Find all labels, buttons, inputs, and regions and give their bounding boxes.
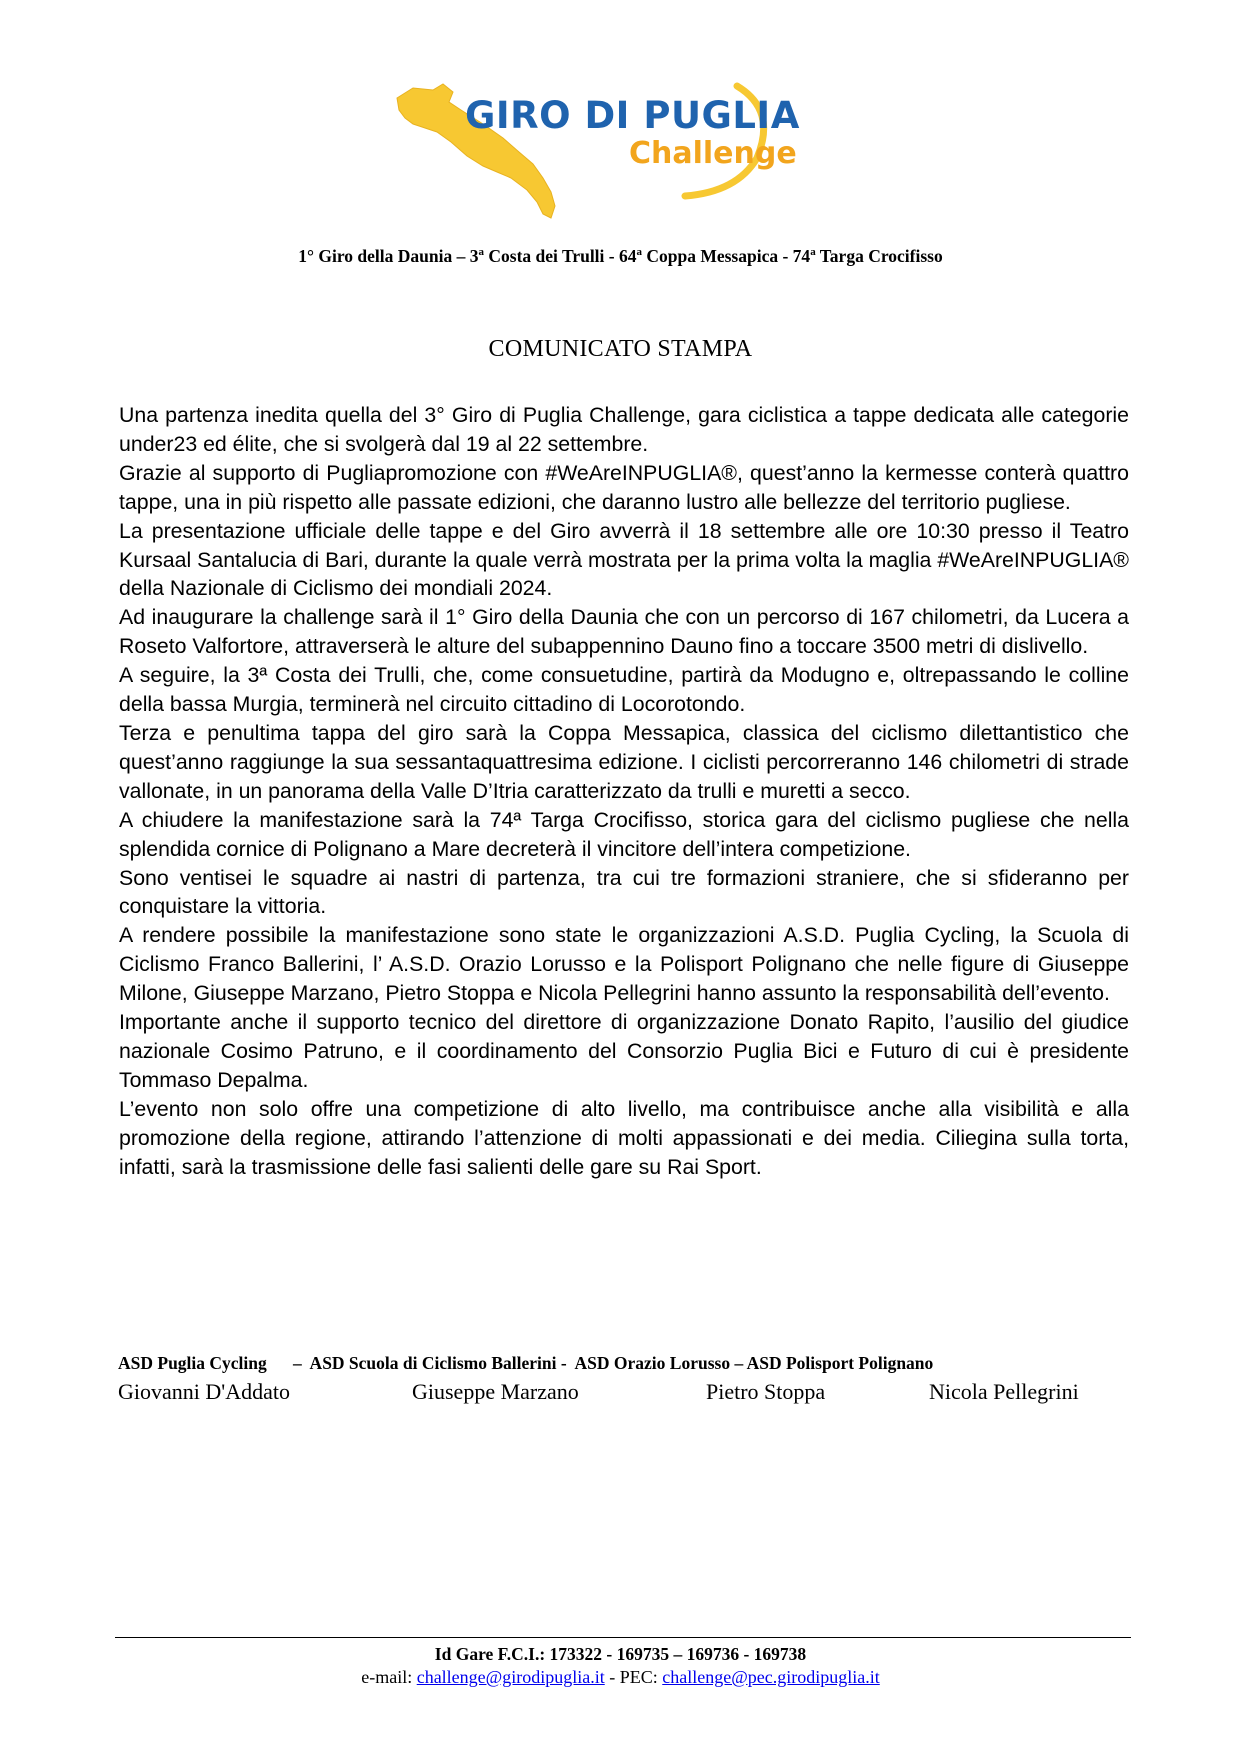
signature-name: Pietro Stoppa: [706, 1379, 826, 1404]
organizations-line: ASD Puglia Cycling – ASD Scuola di Ciclismo Ballerini - ASD Orazio Lorusso – ASD Polisport Polignano: [118, 1353, 934, 1373]
races-line: [0, 246, 1241, 267]
pec-email-link[interactable]: challenge@pec.girodipuglia.it: [662, 1667, 880, 1687]
contact-line: [0, 1667, 1241, 1688]
race-1-ordinal: a: [478, 246, 484, 259]
signature-name: Giovanni D'Addato: [118, 1379, 290, 1404]
footer-divider: [115, 1637, 1131, 1638]
race-2-ordinal: a: [636, 246, 642, 259]
logo-title: GIRO DI PUGLIA: [465, 94, 800, 137]
paragraph: A seguire, la 3ª Costa dei Trulli, che, come consuetudine, partirà da Modugno e, oltrepassando le colline della bassa Murgia, terminerà nel circuito cittadino di Locorotondo.: [119, 663, 1129, 717]
pec-label: - PEC:: [604, 1667, 663, 1687]
paragraph: Importante anche il supporto tecnico del direttore di organizzazione Donato Rapito, l’ausilio del giudice nazionale Cosimo Patruno, e il coordinamento del Consorzio Puglia Bici e Futuro di cui è presidente Tommaso Depalma.: [119, 1010, 1129, 1092]
paragraph: Una partenza inedita quella del 3° Giro di Puglia Challenge, gara ciclistica a tappe dedicata alle categorie under23 ed élite, che si svolgerà dal 19 al 22 settembre.: [119, 403, 1129, 456]
paragraph: Terza e penultima tappa del giro sarà la Coppa Messapica, classica del ciclismo dilettantistico che quest’anno raggiunge la sua sessantaquattresima edizione. I ciclisti percorreranno 146 chilometri di strade vallonate, in un panorama della Valle D’Itria caratterizzato da trulli e muretti a secco.: [119, 720, 1129, 803]
press-release-body: [119, 401, 1129, 1181]
signature-name: Nicola Pellegrini: [929, 1379, 1079, 1404]
email-label: e-mail:: [361, 1667, 417, 1687]
race-3-ordinal: a: [810, 246, 816, 259]
signature-name: Giuseppe Marzano: [412, 1379, 579, 1404]
paragraph: L’evento non solo offre una competizione di alto livello, ma contribuisce anche alla visibilità e alla promozione della regione, attirando l’attenzione di molti appassionati e dei media. Ciliegina sulla torta, infatti, sarà la trasmissione delle fasi salienti delle gare su Rai Sport.: [119, 1096, 1129, 1179]
paragraph: A chiudere la manifestazione sarà la 74ª Targa Crocifisso, storica gara del ciclismo pugliese che nella splendida cornice di Polignano a Mare decreterà il vincitore dell’intera competizione.: [119, 807, 1129, 861]
race-1: 1° Giro della Daunia – 3: [298, 246, 479, 266]
giro-di-puglia-logo: [385, 80, 855, 240]
email-link[interactable]: challenge@girodipuglia.it: [416, 1667, 605, 1687]
race-3: Coppa Messapica - 74: [641, 246, 811, 266]
paragraph: A rendere possibile la manifestazione sono state le organizzazioni A.S.D. Puglia Cycling, la Scuola di Ciclismo Franco Ballerini, l’ A.S.D. Orazio Lorusso e la Polisport Polignano che nelle figure di Giuseppe Milone, Giuseppe Marzano, Pietro Stoppa e Nicola Pellegrini hanno assunto la responsabilità dell’evento.: [119, 923, 1129, 1006]
race-2: Costa dei Trulli - 64: [484, 246, 637, 266]
paragraph: Ad inaugurare la challenge sarà il 1° Giro della Daunia che con un percorso di 167 chilometri, da Lucera a Roseto Valfortore, attraverserà le alture del subappennino Dauno fino a toccare 3500 metri di dislivello.: [119, 605, 1129, 659]
paragraph: Grazie al supporto di Pugliapromozione con #WeAreINPUGLIA®, quest’anno la kermesse conterà quattro tappe, una in più rispetto alle passate edizioni, che daranno lustro alle bellezze del territorio pugliese.: [119, 460, 1129, 514]
paragraph: La presentazione ufficiale delle tappe e del Giro avverrà il 18 settembre alle ore 10:30 presso il Teatro Kursaal Santalucia di Bari, durante la quale verrà mostrata per la prima volta la maglia #WeAreINPUGLIA® della Nazionale di Ciclismo dei mondiali 2024.: [119, 518, 1129, 601]
document-title: COMUNICATO STAMPA: [488, 336, 753, 362]
race-4: Targa Crocifisso: [815, 246, 943, 266]
race-ids: Id Gare F.C.I.: 173322 - 169735 – 169736 - 169738: [434, 1644, 807, 1664]
paragraph: Sono ventisei le squadre ai nastri di partenza, tra cui tre formazioni straniere, che si sfideranno per conquistare la vittoria.: [119, 865, 1129, 919]
logo-subtitle: Challenge: [629, 136, 797, 171]
